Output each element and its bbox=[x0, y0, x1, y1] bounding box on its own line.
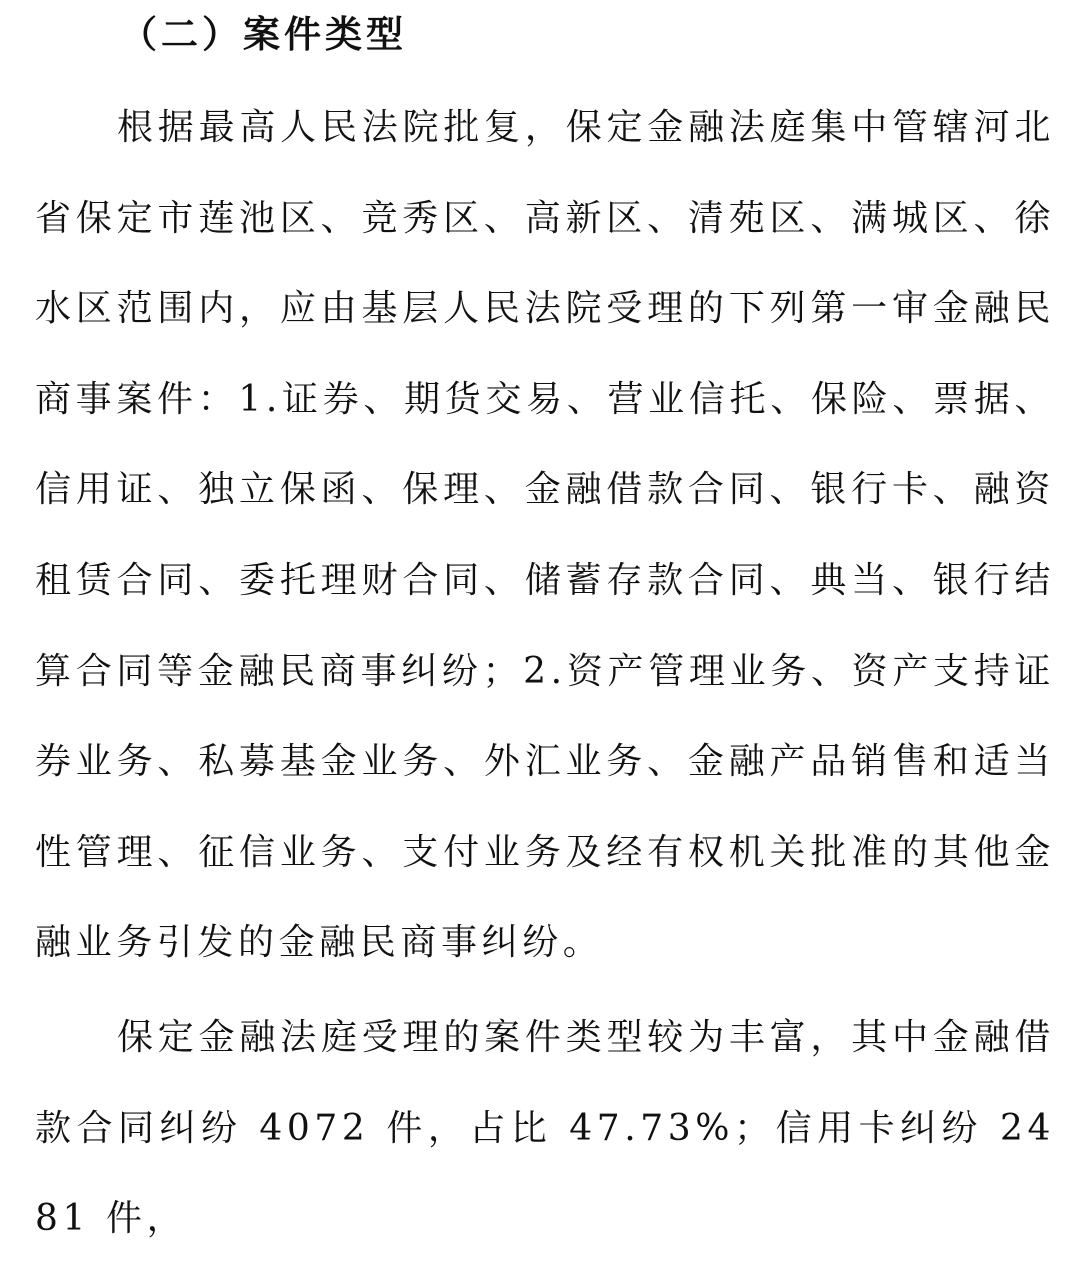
section-heading: （二）案件类型 bbox=[120, 13, 407, 56]
paragraph-case-statistics: 保定金融法庭受理的案件类型较为丰富，其中金融借款合同纠纷 4072 件，占比 47.73%；信用卡纠纷 2481 件， bbox=[35, 1017, 1055, 1240]
paragraph-case-jurisdiction: 根据最高人民法院批复，保定金融法庭集中管辖河北省保定市莲池区、竞秀区、高新区、清苑区、满城区、徐水区范围内，应由基层人民法院受理的下列第一审金融民商事案件：1.证券、期货交易、营业信托、保险、票据、信用证、独立保函、保理、金融借款合同、银行卡、融资租赁合同、委托理财合同、储蓄存款合同、典当、银行结算合同等金融民商事纠纷；2.资产管理业务、资产支持证券业务、私募基金业务、外汇业务、金融产品销售和适当性管理、征信业务、支付业务及经有权机关批准的其他金融业务引发的金融民商事纠纷。 bbox=[35, 107, 1055, 964]
